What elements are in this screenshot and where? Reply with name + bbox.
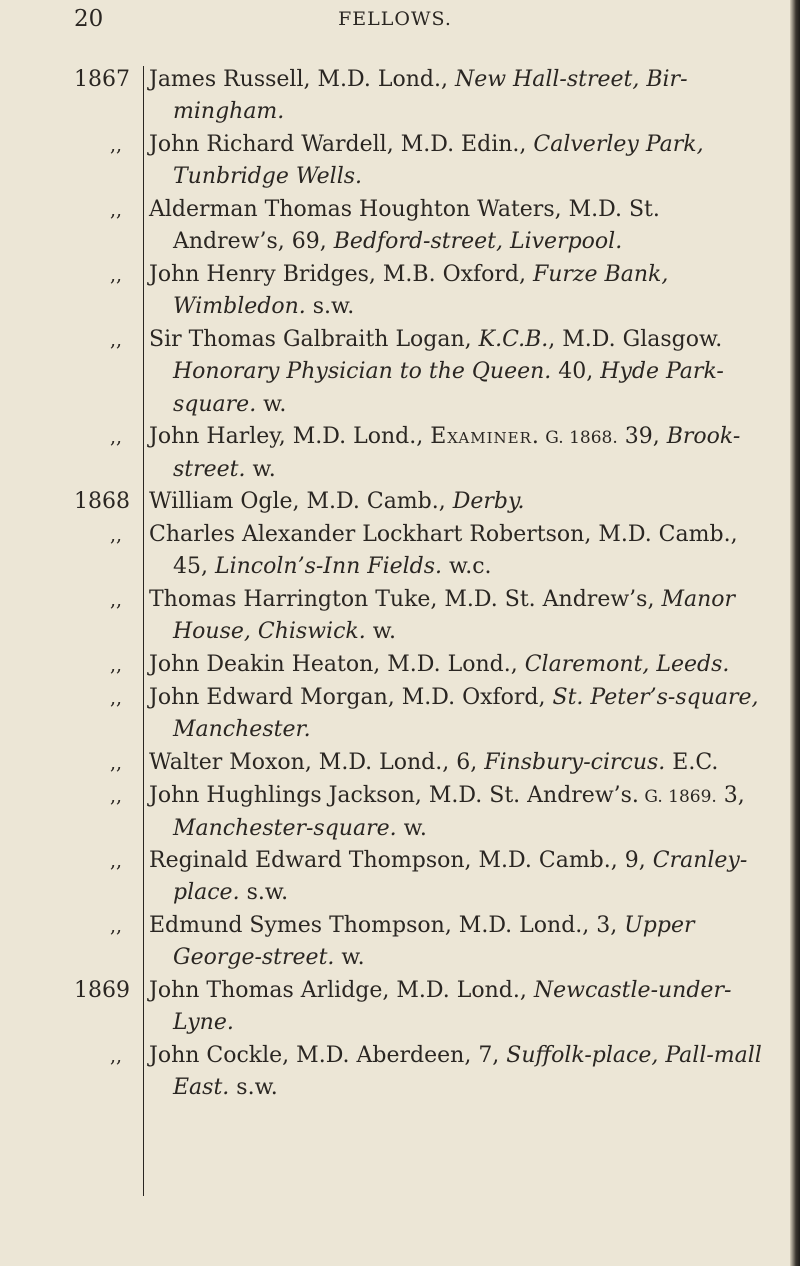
fellow-entry [0, 845, 800, 910]
entry-text [149, 194, 763, 259]
entry-text-post: s.w. [305, 294, 355, 319]
entry-tail-district: w. [245, 457, 276, 482]
entry-text-post: E.C. [665, 750, 719, 775]
fellow-entry [0, 649, 800, 682]
entry-text [149, 64, 763, 129]
fellow-entry [0, 747, 800, 780]
entry-address: Derby. [452, 489, 525, 514]
entry-text [149, 324, 763, 421]
entry-text-post: w. [334, 945, 365, 970]
entry-address: Cranley-place. [173, 848, 748, 905]
entry-text [149, 910, 763, 975]
entry-year: ,, [110, 654, 123, 676]
entry-text [149, 584, 763, 649]
entry-tail-district: w. [256, 392, 287, 417]
fellow-entry [0, 486, 800, 519]
entry-address: Finsbury-circus. [484, 750, 666, 775]
entry-address: Bedford-street, Liverpool. [333, 229, 623, 254]
entry-address: K.C.B. [478, 327, 549, 352]
entry-tail-address: Brook-street. [173, 424, 741, 482]
entry-text-post: s.w. [229, 1075, 278, 1100]
fellow-entry [0, 975, 800, 1040]
entry-year: ,, [110, 1045, 123, 1067]
page-header [0, 6, 790, 40]
entry-year: ,, [110, 264, 123, 286]
entry-name: Sir Thomas Galbraith Logan, [149, 327, 479, 352]
entry-text [149, 780, 763, 845]
fellow-entry [0, 519, 800, 584]
page-number: 20 [74, 6, 104, 32]
fellow-entry [0, 780, 800, 845]
fellow-entry [0, 324, 800, 421]
entry-tail-address: Hyde Park-square. [173, 359, 724, 417]
entry-year: ,, [110, 134, 123, 156]
entry-text [149, 1040, 763, 1105]
entry-address: Newcastle-under-Lyne. [173, 978, 732, 1035]
entry-title: Honorary Physician to the Queen. [173, 359, 552, 384]
entry-office-year: G. 1868. [539, 428, 618, 448]
fellow-entry [0, 129, 800, 194]
entry-text [149, 259, 763, 324]
entry-name: Edmund Symes Thompson, M.D. Lond., 3, [149, 913, 625, 938]
fellow-entry [0, 584, 800, 649]
entry-text-post: 40, [551, 359, 601, 384]
entry-tail-number: 39, [617, 424, 667, 449]
entry-text-mid: , M.D. Glasgow. [548, 327, 723, 352]
entry-name: James Russell, M.D. Lond., [149, 67, 455, 92]
entry-year: ,, [110, 785, 123, 807]
entry-name: John Cockle, M.D. Aberdeen, 7, [149, 1043, 507, 1068]
entry-text-post: w.c. [442, 554, 492, 579]
entry-tail-district: w. [396, 816, 427, 841]
entry-text [149, 519, 763, 584]
entry-name: John Thomas Arlidge, M.D. Lond., [149, 978, 534, 1003]
fellow-entry [0, 682, 800, 747]
entry-year: ,, [110, 687, 123, 709]
fellows-list [0, 64, 800, 1105]
entry-tail-address: Manchester-square. [173, 816, 397, 841]
fellow-entry [0, 259, 800, 324]
entry-address: Lincoln’s-Inn Fields. [214, 554, 443, 579]
entry-text [149, 682, 763, 747]
entry-year: ,, [110, 426, 123, 448]
entry-name: John Henry Bridges, M.B. Oxford, [149, 262, 533, 287]
fellow-entry [0, 910, 800, 975]
entry-text [149, 649, 763, 682]
fellow-entry [0, 421, 800, 486]
entry-year: 1869 [74, 978, 130, 1003]
entry-text-post: w. [365, 619, 396, 644]
entry-name: John Deakin Heaton, M.D. Lond., [149, 652, 525, 677]
entry-text [149, 486, 763, 519]
entry-tail-number: 3, [716, 783, 745, 808]
entry-text-post: s.w. [239, 880, 289, 905]
entry-year: ,, [110, 329, 123, 351]
entry-text [149, 845, 763, 910]
entry-name: William Ogle, M.D. Camb., [149, 489, 453, 514]
entry-office-year: G. 1869. [638, 787, 717, 807]
entry-address: Manor House, Chiswick. [173, 587, 736, 644]
entry-name: Thomas Harrington Tuke, M.D. St. Andrew’s, [149, 587, 662, 612]
entry-address: New Hall-street, Bir-mingham. [173, 67, 688, 124]
entry-name: Walter Moxon, M.D. Lond., 6, [149, 750, 485, 775]
fellow-entry [0, 194, 800, 259]
entry-name: Alderman Thomas Houghton Waters, M.D. St. Andrew’s, 69, [149, 197, 660, 254]
entry-text [149, 129, 763, 194]
entry-text [149, 421, 763, 486]
running-head: FELLOWS. [338, 8, 452, 30]
entry-year: 1867 [74, 67, 130, 92]
entry-year: ,, [110, 850, 123, 872]
entry-address: Furze Bank, Wimbledon. [173, 262, 669, 319]
entry-address: Calverley Park, Tunbridge Wells. [173, 132, 704, 189]
entry-name: John Richard Wardell, M.D. Edin., [149, 132, 534, 157]
entry-address: St. Peter’s-square, Manchester. [173, 685, 759, 742]
entry-year: ,, [110, 752, 123, 774]
entry-name: John Hughlings Jackson, M.D. St. Andrew’s. [149, 783, 639, 808]
fellow-entry [0, 1040, 800, 1105]
entry-name: John Harley, M.D. Lond., [149, 424, 431, 449]
entry-office: Examiner. [430, 424, 540, 449]
entry-name: John Edward Morgan, M.D. Oxford, [149, 685, 553, 710]
entry-year: ,, [110, 199, 123, 221]
entry-year: 1868 [74, 489, 130, 514]
entry-text [149, 975, 763, 1040]
entry-name: Charles Alexander Lockhart Robertson, M.D. Camb., 45, [149, 522, 738, 579]
entry-name: Reginald Edward Thompson, M.D. Camb., 9, [149, 848, 653, 873]
entry-address: Upper George-street. [173, 913, 695, 970]
entry-year: ,, [110, 915, 123, 937]
entry-year: ,, [110, 589, 123, 611]
entry-year: ,, [110, 524, 123, 546]
entry-text [149, 747, 763, 780]
entry-address: Claremont, Leeds. [524, 652, 730, 677]
fellow-entry [0, 64, 800, 129]
entry-address: Suffolk-place, Pall-mall East. [173, 1043, 762, 1100]
